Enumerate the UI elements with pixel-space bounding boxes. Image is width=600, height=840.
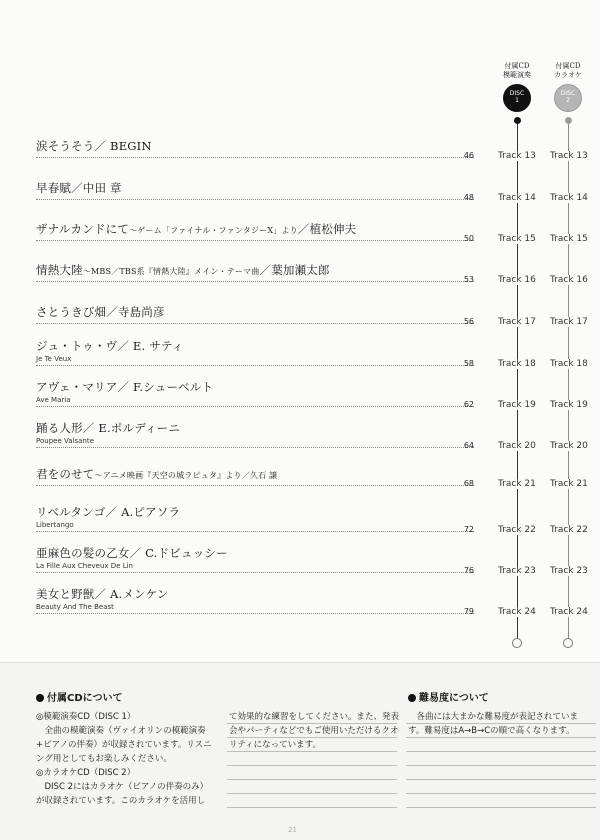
song-title — [36, 420, 180, 436]
page-ref: 58 — [463, 359, 474, 368]
song-title-main: 涙そうそう／ BEGIN — [36, 139, 152, 153]
leader-dots — [36, 485, 474, 486]
song-row — [36, 138, 476, 168]
disc1-track: Track 18 — [498, 359, 536, 369]
page-ref: 46 — [463, 151, 474, 160]
song-title — [36, 379, 213, 395]
song-title-main: ザナルカンドにて — [36, 222, 130, 236]
cd-info-title — [36, 689, 122, 704]
song-row — [36, 545, 476, 575]
page-ref: 48 — [463, 193, 474, 202]
text-line: ◎カラオケCD（DISC 2） — [36, 768, 136, 778]
disc2-badge-icon: DISC 2 — [554, 84, 582, 112]
song-title — [36, 262, 330, 278]
text-line: す。難易度はA→B→Cの順で高くなります。 — [408, 726, 575, 736]
song-title-main: 情熱大陸 — [36, 263, 83, 277]
disc1-end-circle-icon — [512, 638, 522, 648]
ruled-line — [227, 751, 397, 752]
song-row — [36, 262, 476, 292]
difficulty-title-text: 難易度について — [419, 693, 489, 704]
song-title — [36, 221, 356, 237]
disc2-track: Track 22 — [550, 525, 588, 535]
song-title — [36, 545, 228, 561]
song-title — [36, 466, 277, 482]
bullet-icon — [408, 694, 416, 702]
disc2-track: Track 24 — [550, 607, 588, 617]
song-original-title: Ave Maria — [36, 396, 71, 404]
ruled-line — [227, 765, 397, 766]
bullet-icon — [36, 694, 44, 702]
disc1-badge-icon: DISC 1 — [503, 84, 531, 112]
song-title — [36, 180, 122, 196]
leader-dots — [36, 406, 474, 407]
leader-dots — [36, 157, 474, 158]
song-title — [36, 586, 168, 602]
disc1-track: Track 16 — [498, 275, 536, 285]
disc1-label-line2: 模範演奏 — [503, 71, 531, 79]
disc1-track: Track 14 — [498, 193, 536, 203]
page-ref: 79 — [463, 607, 474, 616]
disc2-track: Track 18 — [550, 359, 588, 369]
page-ref: 62 — [463, 400, 474, 409]
ruled-line — [406, 793, 596, 794]
song-composer: ／葉加瀬太郎 — [259, 263, 330, 277]
ruled-line — [406, 723, 596, 724]
cd-info-column-1 — [36, 710, 226, 808]
disc2-track: Track 13 — [550, 151, 588, 161]
ruled-line — [227, 793, 397, 794]
leader-dots — [36, 323, 474, 324]
song-title-main: 亜麻色の髪の乙女／ C.ドビュッシー — [36, 546, 228, 560]
text-line: リティになっています。 — [229, 740, 321, 750]
song-title-main: アヴェ・マリア／ F.シューベルト — [36, 380, 214, 394]
song-row — [36, 338, 476, 368]
ruled-line — [227, 723, 397, 724]
text-line: ◎模範演奏CD（DISC 1） — [36, 712, 136, 722]
song-title-main: 君をのせて — [36, 467, 95, 481]
disc2-track: Track 14 — [550, 193, 588, 203]
disc2-track: Track 20 — [550, 441, 588, 451]
song-title — [36, 338, 183, 354]
song-title-subtitle: ～ゲーム「ファイナル・ファンタジーⅩ」より — [129, 226, 298, 235]
song-row — [36, 586, 476, 616]
disc1-track: Track 13 — [498, 151, 536, 161]
ruled-line — [406, 751, 596, 752]
leader-dots — [36, 613, 474, 614]
song-title — [36, 304, 165, 320]
text-line: 全曲の模範演奏（ヴァイオリンの模範演奏 — [36, 726, 206, 736]
song-row — [36, 420, 476, 450]
song-row — [36, 304, 476, 334]
page-ref: 50 — [463, 234, 474, 243]
song-composer: ／植松伸夫 — [297, 222, 357, 236]
song-row — [36, 180, 476, 210]
leader-dots — [36, 199, 474, 200]
disc1-track: Track 21 — [498, 479, 536, 489]
leader-dots — [36, 531, 474, 532]
ruled-line — [406, 807, 596, 808]
song-original-title: Libertango — [36, 521, 74, 529]
disc1-label-line1: 付属CD — [504, 62, 530, 70]
ruled-line — [227, 807, 397, 808]
page-ref: 56 — [463, 317, 474, 326]
disc2-track: Track 16 — [550, 275, 588, 285]
disc1-track: Track 19 — [498, 400, 536, 410]
song-title — [36, 504, 180, 520]
disc1-track: Track 20 — [498, 441, 536, 451]
cd-info-column-2 — [229, 710, 399, 752]
leader-dots — [36, 447, 474, 448]
difficulty-text — [408, 710, 594, 738]
leader-dots — [36, 365, 474, 366]
song-original-title: La Fille Aux Cheveux De Lin — [36, 562, 133, 570]
song-title-main: 踊る人形／ E.ポルディーニ — [36, 421, 181, 435]
disc2-label-line1: 付属CD — [555, 62, 581, 70]
page-ref: 53 — [463, 275, 474, 284]
text-line: 各曲には大まかな難易度が表記されていま — [408, 712, 579, 722]
disc1-track: Track 17 — [498, 317, 536, 327]
song-title-main: リベルタンゴ／ A.ピアソラ — [36, 505, 181, 519]
cd-info-title-text: 付属CDについて — [47, 693, 123, 704]
ruled-line — [406, 779, 596, 780]
disc2-track: Track 19 — [550, 400, 588, 410]
disc1-track: Track 22 — [498, 525, 536, 535]
disc2-end-circle-icon — [563, 638, 573, 648]
disc2-header-label — [546, 62, 590, 80]
song-title — [36, 138, 152, 154]
song-title-main: ジュ・トゥ・ヴ／ E. サティ — [36, 339, 184, 353]
song-original-title: Poupee Valsante — [36, 437, 94, 445]
difficulty-title — [408, 689, 489, 704]
text-line: が収録されています。このカラオケを活用し — [36, 796, 206, 806]
text-line: +ピアノの伴奏）が収録されています。リスニ — [36, 740, 212, 750]
ruled-line — [227, 779, 397, 780]
text-line: 会やパーティなどでもご使用いただけるクオ — [229, 726, 399, 736]
song-row — [36, 466, 476, 496]
disc2-track: Track 21 — [550, 479, 588, 489]
text-line: DISC 2にはカラオケ（ピアノの伴奏のみ） — [36, 782, 209, 792]
leader-dots — [36, 572, 474, 573]
ruled-line — [227, 737, 397, 738]
song-row — [36, 221, 476, 251]
disc1-track: Track 23 — [498, 566, 536, 576]
page-ref: 76 — [463, 566, 474, 575]
song-title-subtitle: ～MBS／TBS系『情熱大陸』メイン・テーマ曲 — [82, 267, 260, 276]
page-ref: 72 — [463, 525, 474, 534]
disc1-track: Track 24 — [498, 607, 536, 617]
page-number: 21 — [288, 826, 297, 834]
ruled-line — [406, 765, 596, 766]
text-line: ング用としてもお楽しみください。 — [36, 754, 172, 764]
song-row — [36, 504, 476, 534]
page-ref: 68 — [463, 479, 474, 488]
disc1-track: Track 15 — [498, 234, 536, 244]
leader-dots — [36, 281, 474, 282]
ruled-line — [406, 737, 596, 738]
disc2-start-dot-icon — [565, 117, 572, 124]
song-original-title: Beauty And The Beast — [36, 603, 114, 611]
song-title-main: さとうきび畑／寺島尚彦 — [36, 305, 165, 319]
song-title-subtitle: ～アニメ映画『天空の城ラピュタ』より／久石 譲 — [94, 471, 278, 480]
disc2-track: Track 23 — [550, 566, 588, 576]
disc2-label-line2: カラオケ — [554, 71, 582, 79]
song-row — [36, 379, 476, 409]
page-ref: 64 — [463, 441, 474, 450]
leader-dots — [36, 240, 474, 241]
song-original-title: Je Te Veux — [36, 355, 72, 363]
song-title-main: 美女と野獣／ A.メンケン — [36, 587, 169, 601]
text-line: て効果的な練習をしてください。また、発表 — [229, 712, 400, 722]
disc2-track: Track 17 — [550, 317, 588, 327]
disc2-track: Track 15 — [550, 234, 588, 244]
disc1-start-dot-icon — [514, 117, 521, 124]
disc1-header-label — [495, 62, 539, 80]
song-title-main: 早春賦／中田 章 — [36, 181, 122, 195]
